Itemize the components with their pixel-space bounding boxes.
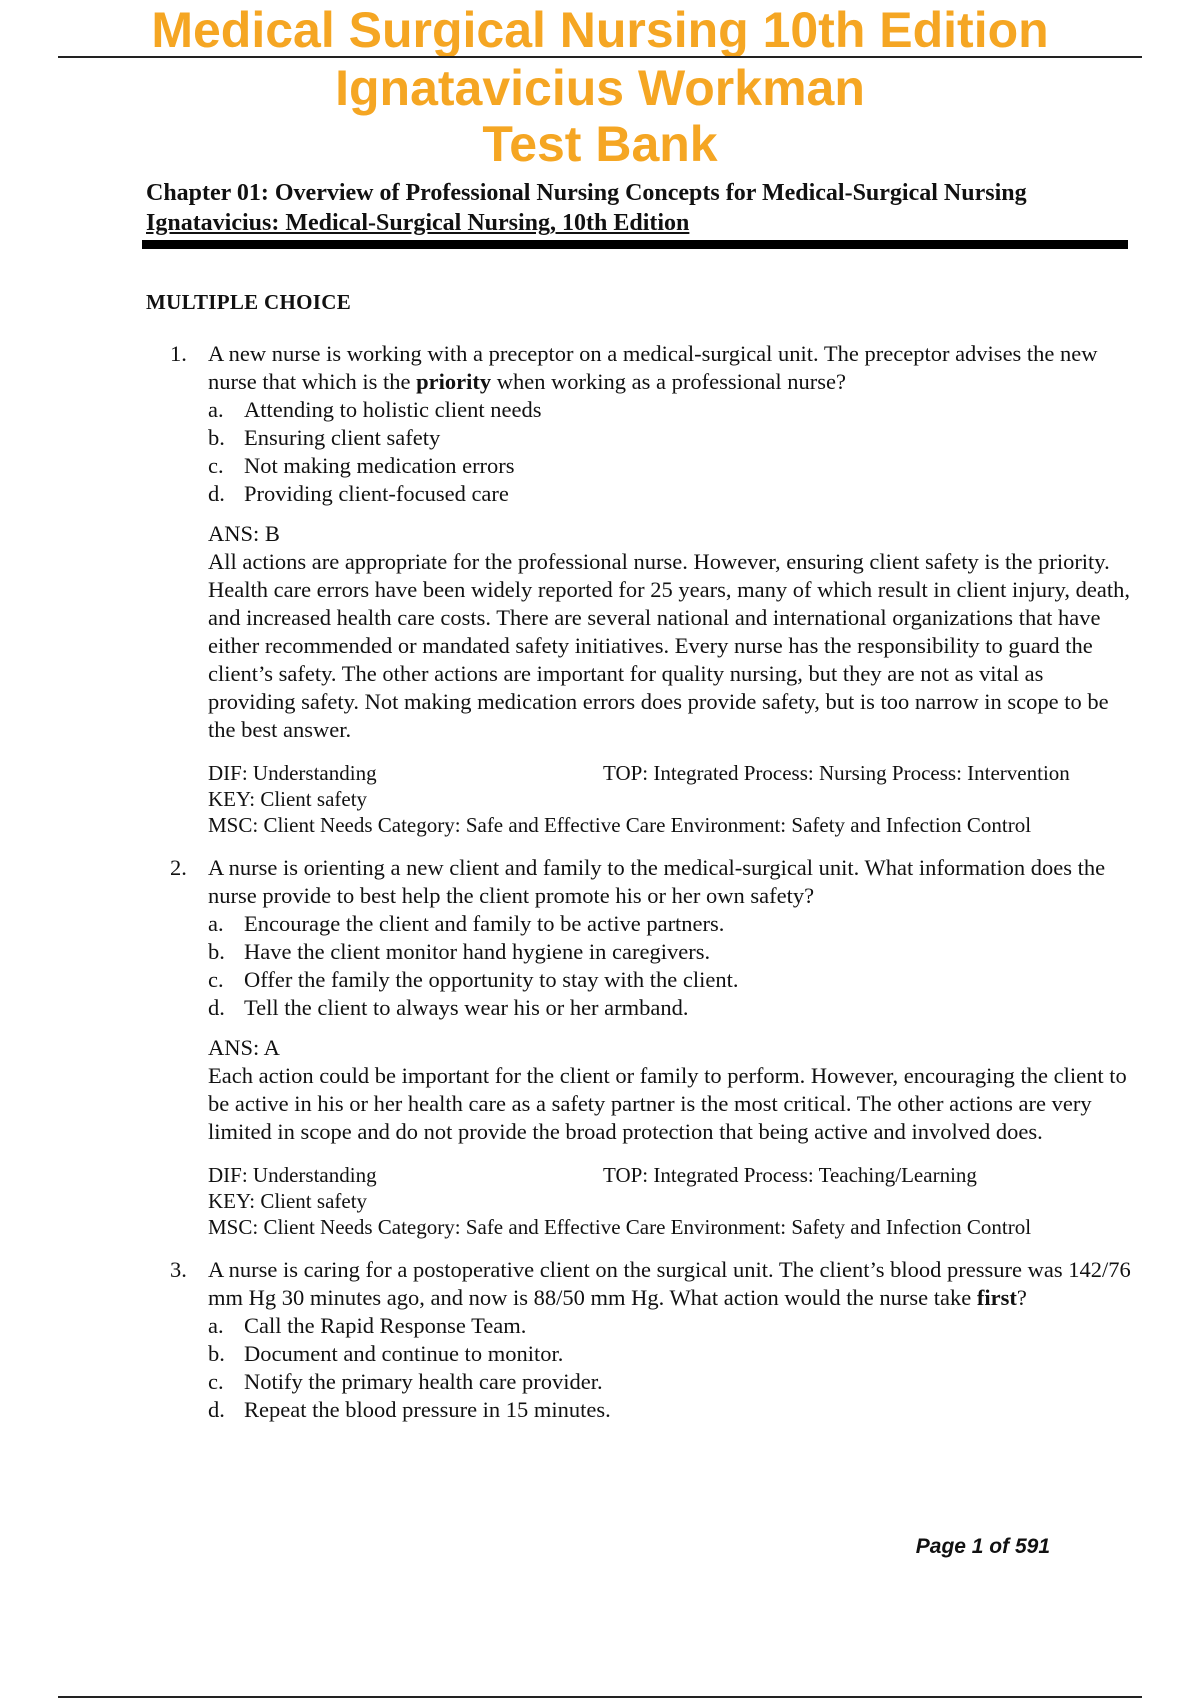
- question-number: 3.: [170, 1257, 187, 1282]
- question-metadata: [208, 760, 1132, 838]
- client-needs-category: MSC: Client Needs Category: Safe and Effective Care Environment: Safety and Infection Control: [208, 813, 1032, 837]
- footer-rule: [58, 1696, 1142, 1698]
- keyword: KEY: Client safety: [208, 787, 368, 811]
- option-b: b. Document and continue to monitor.: [208, 1341, 564, 1366]
- document-title-line-1: Medical Surgical Nursing 10th Edition: [151, 2, 1049, 58]
- question-metadata: [208, 1162, 1132, 1240]
- section-heading: MULTIPLE CHOICE: [146, 290, 352, 314]
- client-needs-category: MSC: Client Needs Category: Safe and Effective Care Environment: Safety and Infection Control: [208, 1215, 1032, 1239]
- answer-key: ANS: B: [208, 521, 280, 546]
- answer-block: [208, 520, 1132, 744]
- keyword: KEY: Client safety: [208, 1189, 368, 1213]
- answer-options: [208, 910, 1132, 1022]
- answer-options: [208, 396, 1132, 508]
- question-1: [170, 340, 1132, 838]
- topic: TOP: Integrated Process: Nursing Process: Intervention: [603, 761, 1070, 785]
- question-text: A new nurse is working with a preceptor on a medical-surgical unit. The preceptor advises the new nurse that which is the priority when working as a professional nurse?: [208, 341, 1098, 394]
- option-b: b. Ensuring client safety: [208, 425, 441, 450]
- rationale: All actions are appropriate for the professional nurse. However, ensuring client safety is the priority. Health care errors have been widely reported for 25 years, many of which result in client injury, death, and increased health care costs. There are several national and international organizations that have either recommended or mandated safety initiatives. Every nurse has the responsibility to guard the client’s safety. The other actions are important for quality nursing, but they are not as vital as providing safety. Not making medication errors does provide safety, but is too narrow in scope to be the best answer.: [208, 549, 1130, 742]
- answer-options: [208, 1312, 1132, 1424]
- document-title-line-3: Test Bank: [482, 116, 718, 172]
- question-stem: [170, 854, 1132, 910]
- topic: TOP: Integrated Process: Teaching/Learning: [603, 1163, 977, 1187]
- question-list: [170, 340, 1132, 1440]
- option-a: a. Attending to holistic client needs: [208, 397, 542, 422]
- difficulty: DIF: Understanding: [208, 761, 377, 785]
- option-b: b. Have the client monitor hand hygiene in caregivers.: [208, 939, 711, 964]
- option-c: c. Notify the primary health care provider.: [208, 1369, 603, 1394]
- chapter-divider: [142, 240, 1128, 249]
- chapter-header: [146, 178, 1126, 238]
- option-a: a. Encourage the client and family to be active partners.: [208, 911, 725, 936]
- chapter-title: Chapter 01: Overview of Professional Nursing Concepts for Medical-Surgical Nursing: [146, 180, 1027, 206]
- option-d: d. Tell the client to always wear his or her armband.: [208, 995, 689, 1020]
- difficulty: DIF: Understanding: [208, 1163, 377, 1187]
- question-stem: [170, 1256, 1132, 1312]
- rationale: Each action could be important for the client or family to perform. However, encouraging the client to be active in his or her health care as a safety partner is the most critical. The other actions are very limited in scope and do not provide the broad protection that being active and involved does.: [208, 1063, 1127, 1144]
- question-text: A nurse is caring for a postoperative client on the surgical unit. The client’s blood pressure was 142/76 mm Hg 30 minutes ago, and now is 88/50 mm Hg. What action would the nurse take first?: [208, 1257, 1131, 1310]
- title-rule: [58, 56, 1142, 58]
- question-number: 1.: [170, 341, 187, 366]
- question-number: 2.: [170, 855, 187, 880]
- option-d: d. Repeat the blood pressure in 15 minutes.: [208, 1397, 611, 1422]
- answer-block: [208, 1034, 1132, 1146]
- page-number: Page 1 of 591: [915, 1535, 1050, 1558]
- question-stem: [170, 340, 1132, 396]
- question-2: [170, 854, 1132, 1240]
- option-d: d. Providing client-focused care: [208, 481, 509, 506]
- option-c: c. Not making medication errors: [208, 453, 515, 478]
- answer-key: ANS: A: [208, 1035, 280, 1060]
- question-3: [170, 1256, 1132, 1424]
- option-a: a. Call the Rapid Response Team.: [208, 1313, 527, 1338]
- document-title-line-2: Ignatavicius Workman: [335, 60, 865, 116]
- question-text: A nurse is orienting a new client and family to the medical-surgical unit. What information does the nurse provide to best help the client promote his or her own safety?: [208, 855, 1106, 908]
- option-c: c. Offer the family the opportunity to stay with the client.: [208, 967, 739, 992]
- book-title: Ignatavicius: Medical-Surgical Nursing, 10th Edition: [146, 210, 690, 236]
